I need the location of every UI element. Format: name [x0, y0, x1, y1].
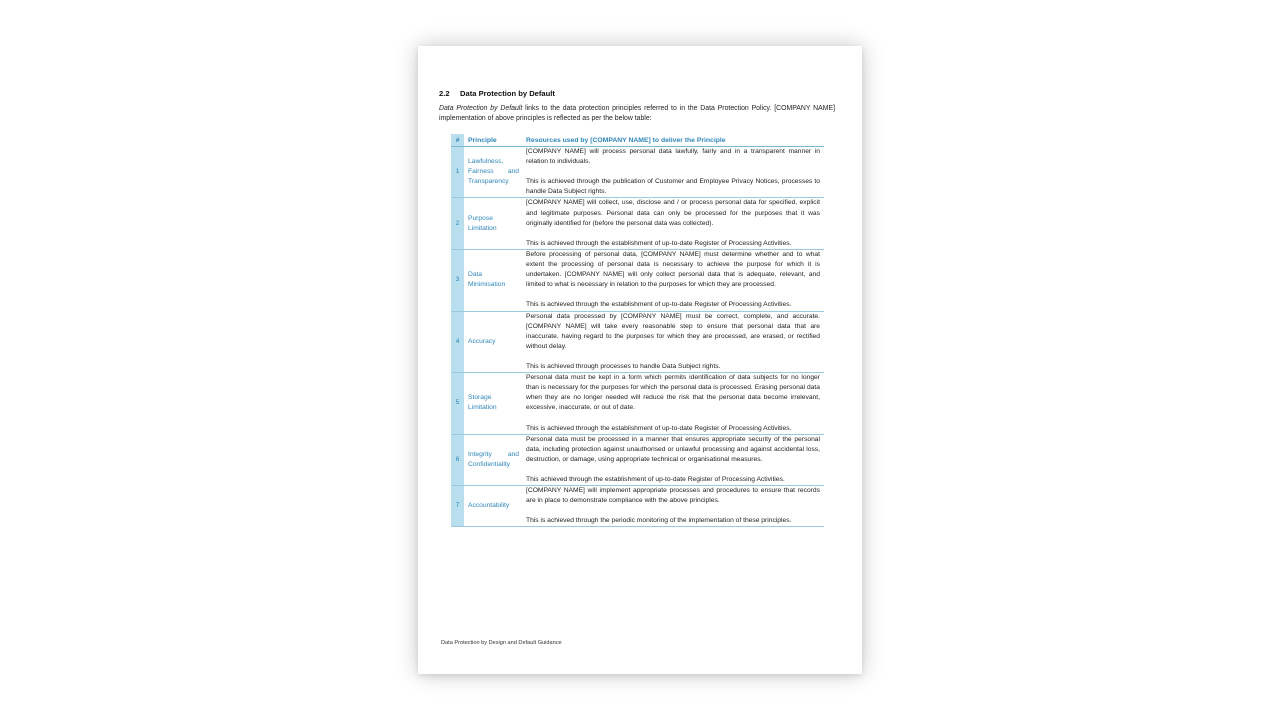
resources-achievement: This is achieved through the publication of Customer and Employee Privacy Notices, processes to handle Data Subject rights. [526, 178, 820, 196]
table-row [451, 249, 824, 311]
resources-paragraph: [COMPANY NAME] will collect, use, disclose and / or process personal data for specified, explicit and legitimate purposes. Personal data can only be processed for the purposes that it was originally identified for (before the personal data was collected). [526, 199, 820, 227]
table-row [451, 434, 824, 485]
principle-resources [524, 311, 824, 373]
principle-name: Accuracy [464, 311, 524, 373]
table-row [451, 198, 824, 249]
intro-paragraph [439, 104, 835, 124]
principle-name: Purpose Limitation [464, 198, 524, 249]
section-title: Data Protection by Default [460, 89, 555, 98]
row-number: 2 [451, 198, 464, 249]
principle-resources [524, 434, 824, 485]
principle-name: Lawfulness, Fairness and Transparency [464, 147, 524, 198]
table-row [451, 311, 824, 373]
resources-paragraph: Personal data must be kept in a form which permits identification of data subjects for no longer than is necessary for the purposes for which the personal data is processed. Erasing personal data when they are no longer needed will reduce the risk that the personal data become irrelevant, excessive, inaccurate, or out of date. [526, 374, 820, 412]
header-number: # [451, 134, 464, 147]
section-heading [439, 89, 555, 98]
table-header-row [451, 134, 824, 147]
principle-resources [524, 486, 824, 527]
principle-name: Integrity and Confidentiality [464, 434, 524, 485]
row-number: 4 [451, 311, 464, 373]
table-row [451, 373, 824, 435]
principles-table [451, 134, 824, 527]
resources-paragraph: [COMPANY NAME] will process personal data lawfully, fairly and in a transparent manner in relation to individuals. [526, 148, 820, 166]
section-number: 2.2 [439, 89, 450, 98]
resources-achievement: This is achieved through the establishment of up-to-date Register of Processing Activities. [526, 301, 792, 309]
resources-achievement: This achieved through the establishment of up-to-date Register of Processing Activities. [526, 476, 785, 483]
resources-paragraph: Personal data must be processed in a manner that ensures appropriate security of the personal data, including protection against unauthorised or unlawful processing and against accidental loss, destruction, or damage, using appropriate technical or organisational measures. [526, 435, 820, 463]
row-number: 5 [451, 373, 464, 435]
row-number: 3 [451, 249, 464, 311]
principle-name: Storage Limitation [464, 373, 524, 435]
page-footer: Data Protection by Design and Default Guidance [441, 640, 562, 646]
row-number: 1 [451, 147, 464, 198]
table-row [451, 147, 824, 198]
principle-name: Accountability [464, 486, 524, 527]
header-principle: Principle [464, 134, 524, 147]
row-number: 6 [451, 434, 464, 485]
principle-resources [524, 249, 824, 311]
resources-achievement: This is achieved through processes to handle Data Subject rights. [526, 362, 721, 370]
principle-name: Data Minimisation [464, 249, 524, 311]
principle-resources [524, 147, 824, 198]
resources-achievement: This is achieved through the establishment of up-to-date Register of Processing Activities. [526, 424, 792, 432]
document-page [418, 46, 862, 674]
intro-italic-lead: Data Protection by Default [439, 105, 523, 112]
resources-achievement: This is achieved through the periodic monitoring of the implementation of these principles. [526, 517, 792, 525]
header-resources: Resources used by [COMPANY NAME] to deliver the Principle [524, 134, 824, 147]
resources-achievement: This is achieved through the establishment of up-to-date Register of Processing Activities. [526, 239, 792, 247]
row-number: 7 [451, 486, 464, 527]
table-row [451, 486, 824, 527]
resources-paragraph: Personal data processed by [COMPANY NAME] must be correct, complete, and accurate. [COMPANY NAME] will take every reasonable step to ensure that personal data that are inaccurate, having regard to the purposes for which they are processed, are erased, or rectified without delay. [526, 312, 820, 350]
principle-resources [524, 373, 824, 435]
principle-resources [524, 198, 824, 249]
intro-text: links to the data protection principles referred to in the Data Protection Policy. [COMPANY NAME] implementation of above principles is reflected as per the below table: [439, 105, 835, 122]
resources-paragraph: [COMPANY NAME] will implement appropriate processes and procedures to ensure that records are in place to demonstrate compliance with the above principles. [526, 487, 820, 505]
resources-paragraph: Before processing of personal data, [COMPANY NAME] must determine whether and to what extent the processing of personal data is necessary to achieve the purpose for which it is undertaken. [COMPANY NAME] will only collect personal data that is adequate, relevant, and limited to what is necessary in relation to the purposes for which they are processed. [526, 250, 820, 289]
